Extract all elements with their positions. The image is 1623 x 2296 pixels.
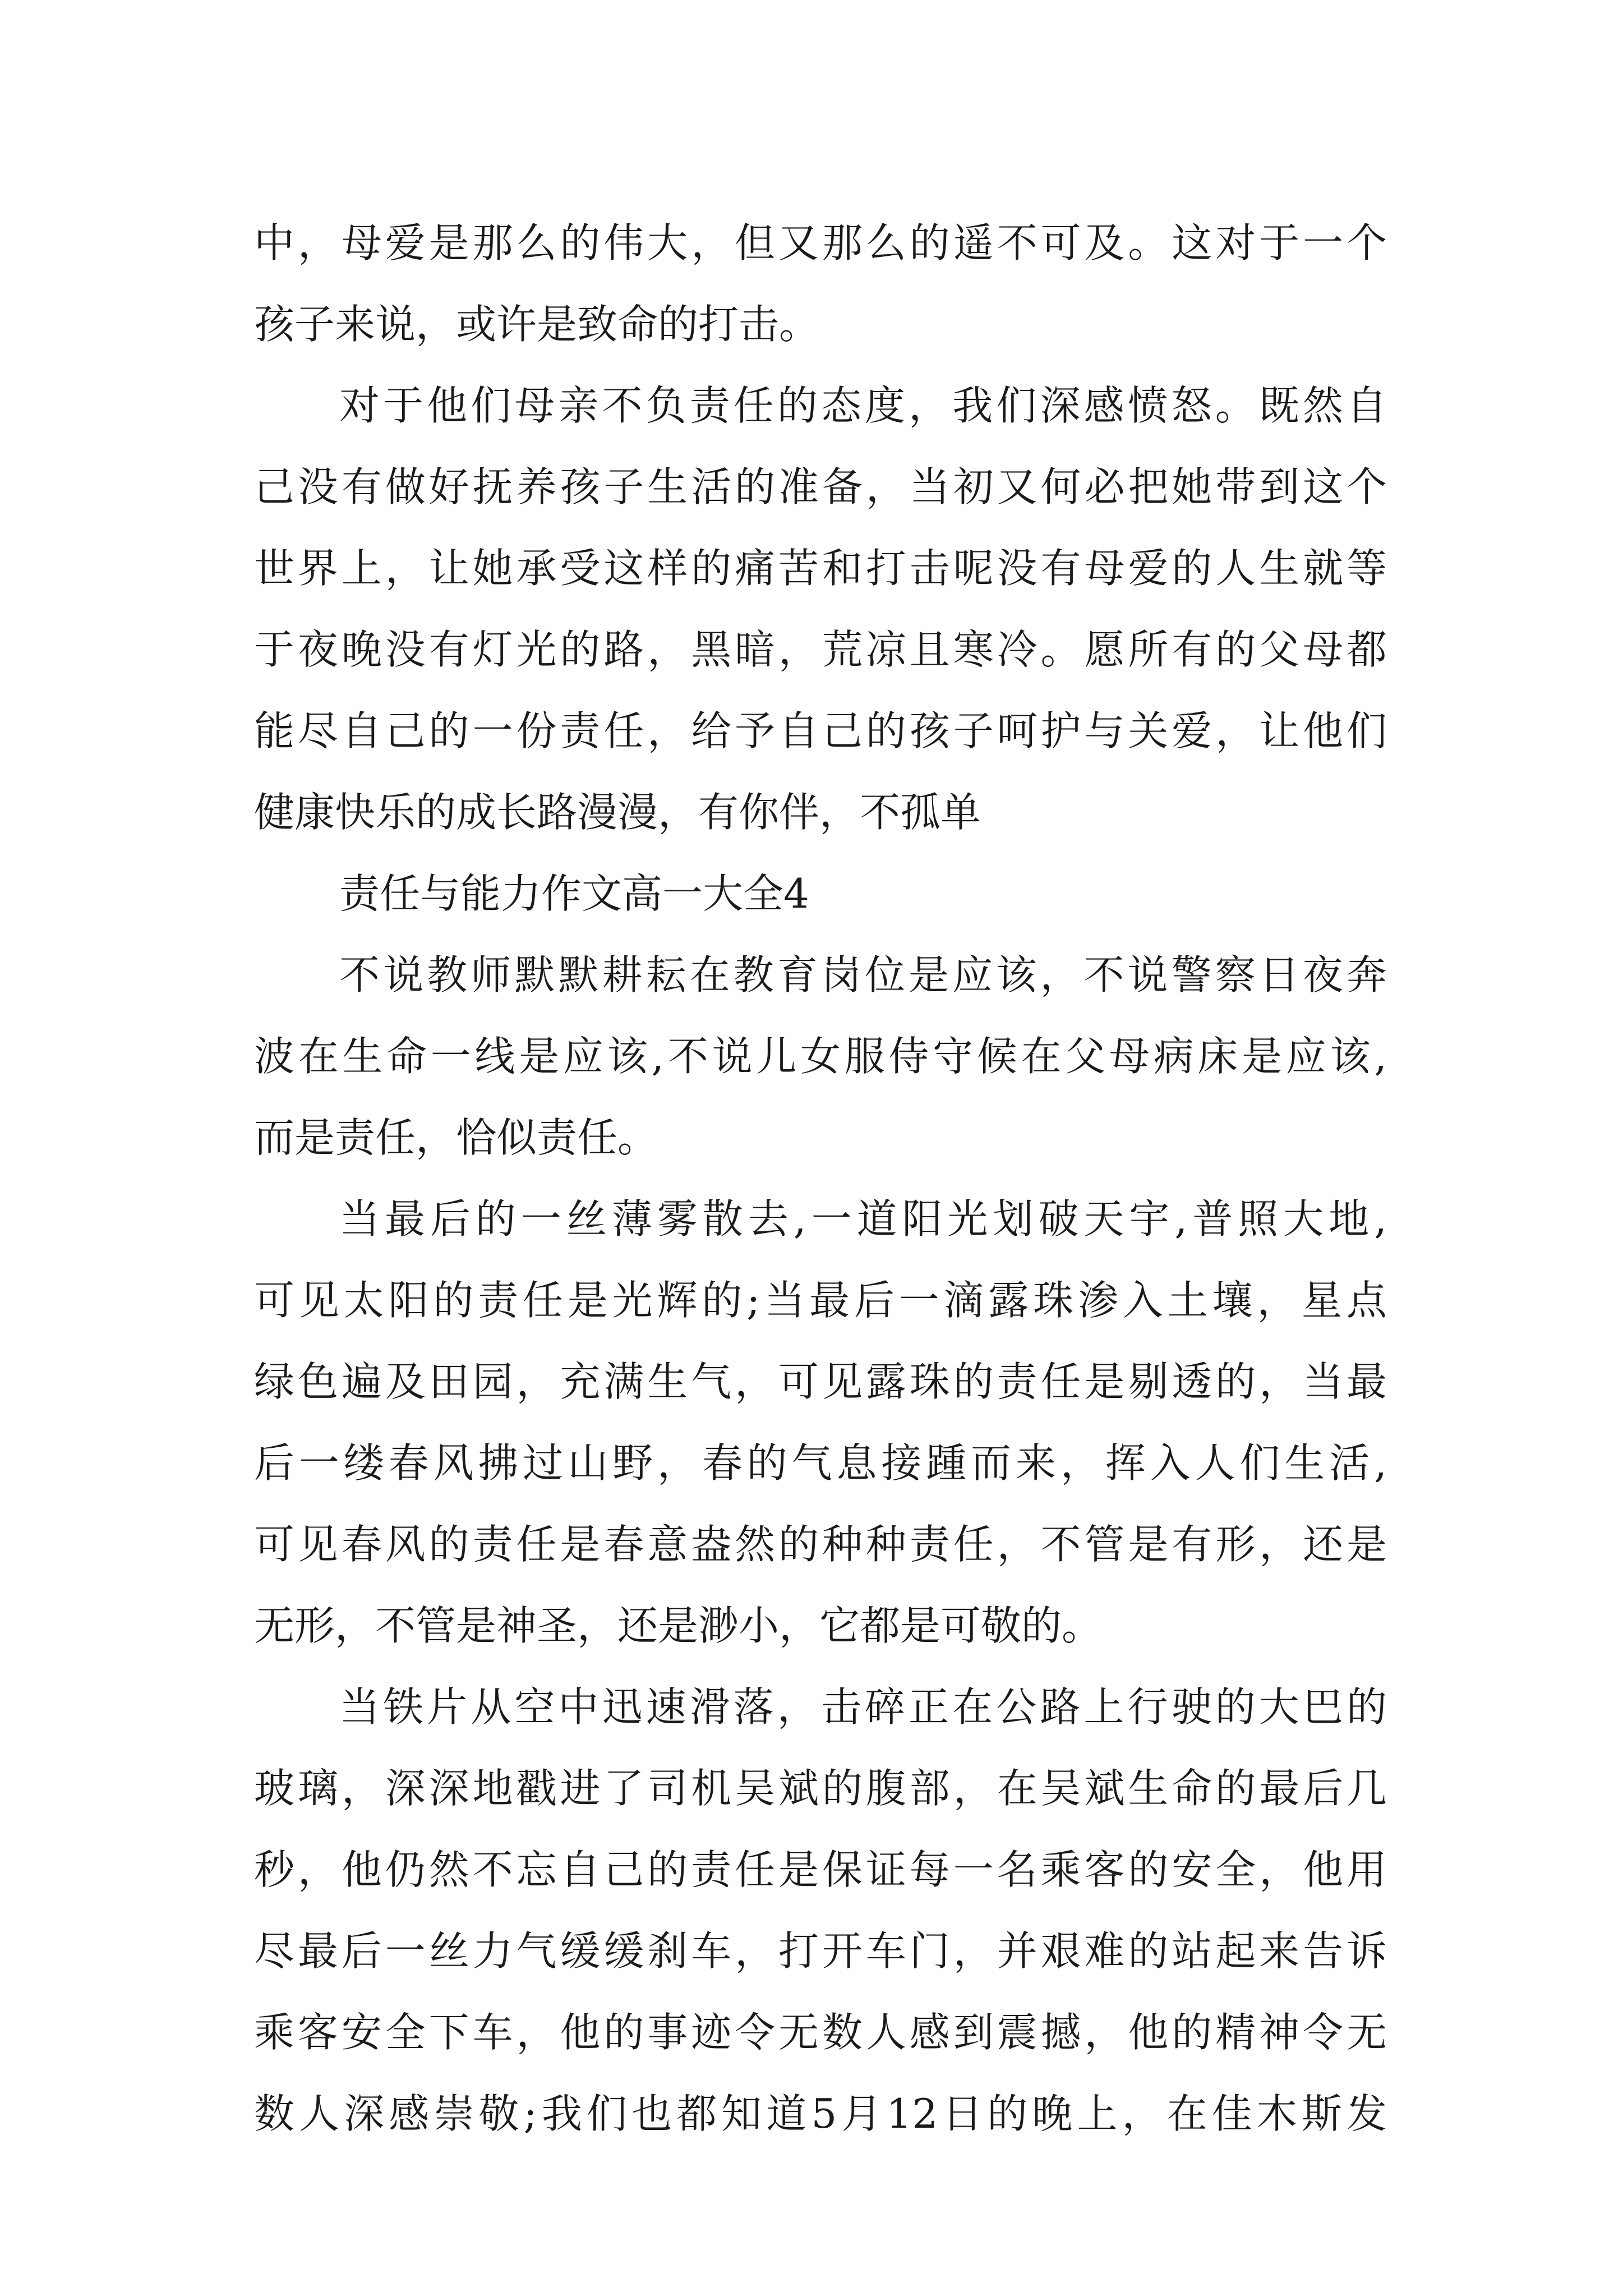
text-line: 无形，不管是神圣，还是渺小，它都是可敬的。: [254, 1602, 1103, 1649]
text-line: 秒，他仍然不忘自己的责任是保证每一名乘客的安全，他用: [254, 1846, 1387, 1893]
text-line: 于夜晚没有灯光的路，黑暗，荒凉且寒冷。愿所有的父母都: [254, 626, 1387, 673]
text-line: 绿色遍及田园，充满生气，可见露珠的责任是剔透的，当最: [254, 1358, 1387, 1405]
section-heading: 责任与能力作文高一大全4: [339, 870, 809, 917]
text-line: 可见太阳的责任是光辉的;当最后一滴露珠渗入土壤，星点: [254, 1277, 1387, 1324]
text-line: 孩子来说，或许是致命的打击。: [254, 301, 820, 348]
text-line: 己没有做好抚养孩子生活的准备，当初又何必把她带到这个: [254, 463, 1387, 510]
text-line: 可见春风的责任是春意盎然的种种责任，不管是有形，还是: [254, 1521, 1387, 1568]
text-line: 对于他们母亲不负责任的态度，我们深感愤怒。既然自: [339, 382, 1387, 429]
text-line: 健康快乐的成长路漫漫，有你伴，不孤单: [254, 789, 981, 836]
text-line: 数人深感崇敬;我们也都知道5月12日的晚上，在佳木斯发: [254, 2090, 1387, 2137]
text-line: 尽最后一丝力气缓缓刹车，打开车门，并艰难的站起来告诉: [254, 1927, 1387, 1975]
text-line: 而是责任，恰似责任。: [254, 1114, 658, 1161]
text-line: 波在生命一线是应该,不说儿女服侍守候在父母病床是应该,: [254, 1033, 1387, 1080]
text-line: 乘客安全下车，他的事迹令无数人感到震撼，他的精神令无: [254, 2009, 1387, 2056]
text-line: 能尽自己的一份责任，给予自己的孩子呵护与关爱，让他们: [254, 707, 1387, 754]
text-line: 不说教师默默耕耘在教育岗位是应该，不说警察日夜奔: [339, 951, 1387, 999]
text-line: 当最后的一丝薄雾散去,一道阳光划破天宇,普照大地,: [339, 1195, 1387, 1243]
text-line: 后一缕春风拂过山野，春的气息接踵而来，挥入人们生活,: [254, 1439, 1387, 1487]
text-line: 世界上，让她承受这样的痛苦和打击呢没有母爱的人生就等: [254, 545, 1387, 592]
text-line: 中，母爱是那么的伟大，但又那么的遥不可及。这对于一个: [254, 219, 1387, 266]
text-line: 玻璃，深深地戳进了司机吴斌的腹部，在吴斌生命的最后几: [254, 1765, 1387, 1812]
text-line: 当铁片从空中迅速滑落，击碎正在公路上行驶的大巴的: [339, 1683, 1387, 1731]
